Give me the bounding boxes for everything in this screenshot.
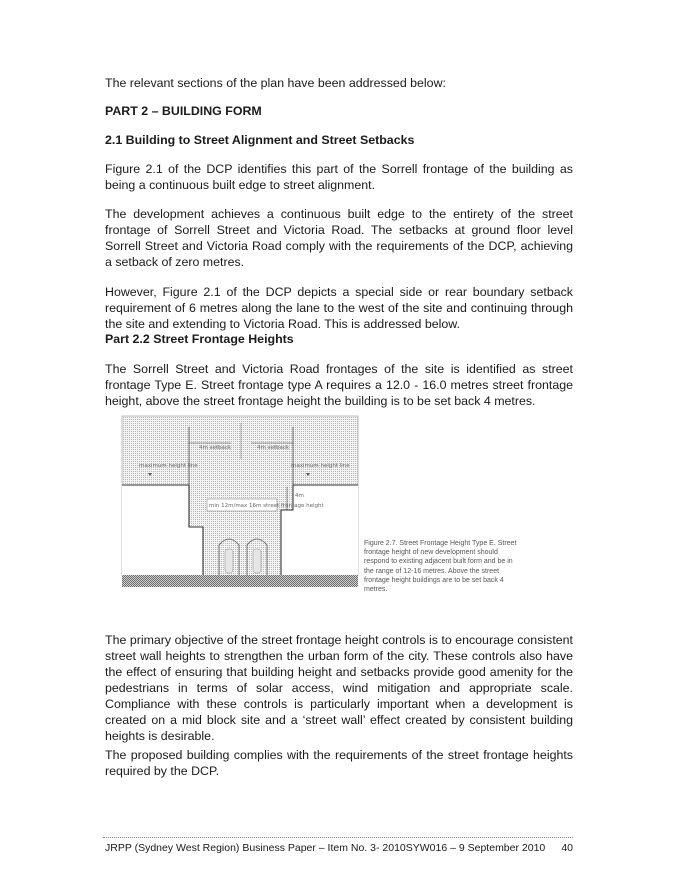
right-person [253,549,261,573]
section-2-2-heading: Part 2.2 Street Frontage Heights [105,332,294,346]
section-2-1-paragraph-2: The development achieves a continuous built edge to the entirety of the street frontage of Sorrell Street and Victoria Road. The setbacks at ground floor level Sorrell Street and Victoria Road comply with the requirements of the DCP, achieving a setback of zero metres. [105,207,573,269]
section-2-1-paragraph-1: Figure 2.1 of the DCP identifies this part of the Sorrell frontage of the building as being a continuous built edge to street alignment. [105,162,573,192]
footer-divider [103,837,573,838]
page-footer [105,842,573,854]
page-number: 40 [561,842,573,854]
right-max-height-label: maximum height line [291,463,350,469]
right-setback-label: 4m setback [257,445,290,451]
right-dimension-label: 4m [295,493,304,499]
left-setback-label: 4m setback [199,445,232,451]
section-2-2-paragraph-3: The proposed building complies with the requirements of the street frontage heights required by the DCP. [105,748,573,778]
section-2-1-paragraph-3: However, Figure 2.1 of the DCP depicts a special side or rear boundary setback requirement of 6 metres along the lane to the west of the site and continuing through the site and extending to Victoria Road. This is addressed below. [105,285,573,331]
frontage-height-label: min 12m/max 16m street frontage height [209,503,324,509]
section-2-1-heading: 2.1 Building to Street Alignment and Street Setbacks [105,133,415,147]
left-max-height-label: maximum height line [139,463,198,469]
footer-text: JRPP (Sydney West Region) Business Paper – Item No. 3- 2010SYW016 – 9 September 2010 [105,842,546,854]
intro-paragraph: The relevant sections of the plan have been addressed below: [105,76,446,90]
part2-heading: PART 2 – BUILDING FORM [105,104,262,118]
left-person [225,549,233,573]
ground-band [122,575,358,587]
figure-caption: Figure 2.7. Street Frontage Height Type E. Street frontage height of new development should respond to existing adjacent built form and be in the range of 12-16 metres. Above the street frontage height buildings are to be set back 4 metres. [364,540,517,594]
section-2-2-paragraph-1: The Sorrell Street and Victoria Road frontages of the site is identified as street frontage Type E. Street frontage type A requires a 12.0 - 16.0 metres street frontage height, above the street frontage height the building is to be set back 4 metres. [105,362,573,408]
section-2-2-paragraph-2: The primary objective of the street frontage height controls is to encourage consistent street wall heights to strengthen the urban form of the city. These controls also have the effect of ensuring that building height and setbacks provide good amenity for the pedestrians in terms of solar access, wind mitigation and appropriate scale. Compliance with these controls is particularly important when a development is created on a mid block site and a ‘street wall’ effect created by consistent building heights is desirable. [105,633,573,743]
street-frontage-diagram [121,415,361,587]
